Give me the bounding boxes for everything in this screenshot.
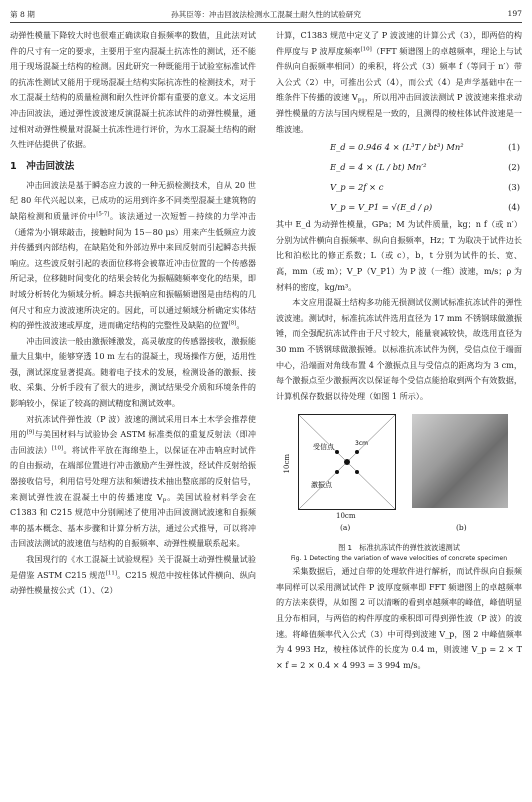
- section-heading: 1 冲击回波法: [10, 160, 75, 172]
- paragraph-excitation: 冲击回波法一般由激振锤激发，高灵敏度的传感器接收，激振能量大且集中，能够穿透 10 m 左右的混凝土，现场操作方便，适用性强，测试深度显著提高。随着电子技术的发展，检测设备的激振、接收、采集、分析手段有了很大的进步，测试结果受介质和环境条件的影响较小，保证了较高的测试精度和测试效率。: [10, 335, 256, 409]
- running-header: [10, 8, 522, 23]
- paragraph-test-method: 对抗冻试件弹性波（P 波）波速的测试采用日本土木学会推荐使用的[9]与美国材料与试验协会 ASTM 标准类似的重复反射法（即冲击回波法）[10]。将试件平放在海绵垫上，以保证在冲击响应时试件的自由振动，在端部位置进行冲击激励产生弹性波，经试件反射给振器接收信号，利用信号处理方法和频谱技术抽出整底部的反射信号，来测试弹性波在混凝土中的传播速度 $V_P$。美国试验材料学会在 C1383 和 C215 规范中分别阐述了使用冲击回波测试波速和自振频率的基本概念、基本步骤和计算分析方法，通过公式推导，可以将冲击回波法测试的波速值与结构的自振频率、动弹性模量联系起来。: [10, 413, 256, 549]
- equation-1: E_d = 0.946 4 × (L³T / bt³) Mn² (1): [330, 142, 520, 153]
- running-title: 孙其臣等：冲击回波法检测水工混凝土耐久性的试验研究: [171, 10, 361, 19]
- label-10cm-vertical: 10cm: [283, 454, 291, 474]
- citation: [11]: [105, 569, 117, 576]
- paragraph-impact-echo-intro: 冲击回波法是基于瞬态应力波的一种无损检测技术，自从 20 世纪 80 年代兴起以来，已成功的运用到许多不同类型混凝土建筑物的缺陷检测和质量评价中[5-7]。该法通过一次短暂－持续的力学冲击（通常为小钢球敲击，接触时间为 15－80 μs）用来产生低频应力波并传播到内部结构，在缺陷处和外部边界中来回反射而引起瞬态共振响应。这些波反射引起的表面位移将会被靠近冲击位置的一个传感器所记录，位移随时间变化的结果会转化为振幅随频率变化的结果，即时域分析转化为频域分析。瞬态共振响应和振幅频谱图是由结构的几何尺寸和应力波波速所决定的。因此，可以通过频域分析确定实体结构的弹性波波速或厚度，进而确定结构的完整性及缺陷的位置[8]。: [10, 179, 256, 331]
- intro-paragraph: 动弹性模量下降较大时也很难正确读取自振频率的数值，且此法对试件的尺寸有一定的要求，主要用于室内混凝土抗冻性的测试，还不能用于现场混凝土结构的检测。因此研究一种既能用于试验室标准试件的抗冻性测试又能用于现场混凝土结构实际抗冻性的检测技术，对于水工混凝土结构的质量检测和耐久性评价都有重要的意义。本文运用冲击回波法，通过弹性波波速反演混凝土抗冻试件的动弹性模量，通过相对动弹性模量对混凝土抗冻性进行评价，为水工混凝土结构的耐久性评估提供了依据。: [10, 30, 256, 150]
- right-column: [276, 28, 522, 673]
- equation-2: E_d = 4 × (L / bt) Mn′² (2): [330, 162, 520, 173]
- figure-1: [276, 408, 522, 542]
- excite-point-marker: [335, 450, 339, 454]
- paragraph-standard: 我国现行的《水工混凝土试验规程》关于混凝土动弹性模量试验是借鉴 ASTM C215 规范[11]。C215 规范中按柱体试件横向、纵向动弹性模量按公式（1）、（2）: [10, 554, 257, 596]
- subfigure-a-label: (a): [340, 523, 351, 533]
- paragraph-test-setup: 本文应用混凝土结构多功能无损测试仪测试标准抗冻试件的弹性波波速。测试时，标准抗冻试件选用直径为 17 mm 不锈钢球做激振锤，而全强配抗冻试件由于尺寸较大，能量衰减较快，故选用直径为 30 mm 不锈钢球做激振锤。以标准抗冻试件为例，受信点位于端面中心，沿端面对角线布置 4 个激振点且与受信点的距离均为 3 cm，每个激振点至少激振两次以保证每个受信点能拾取到两个有效数据，计算机保存数据以待处理（如图 1 所示）。: [276, 297, 522, 401]
- label-3cm: 3cm: [355, 440, 368, 448]
- specimen-photo: [412, 414, 508, 508]
- paragraph-formula-intro: 计算，C1383 规范中定义了 P 波波速的计算公式（3），即两倍的构件厚度与 P 波厚度频率[10]（FFT 频谱图上的卓越频率，理论上与试件纵向自振频率相同）的乘积，将公式（3）频率 f（等同于 n′）带入公式（2）中，可推出公式（4），而公式（4）是声学基础中在一维条件下传播的波速 $V_{P1}$，所以用冲击回波法测试 P 波波速来推求动弹性模量的方法与国内规程是一致的，且测得的棱柱体试件波速是一维波速。: [276, 30, 523, 134]
- paragraph-data-processing: 采集数据后，通过自带的处理软件进行解析，而试件纵向自振频率同样可以采用测试试件 P 波厚度频率即 FFT 频谱图上的卓越频率的方法来获得，从如图 2 可以清晰的看到卓越频率的峰值，峰值明显且分布相同，与两倍的构件厚度的乘积即可得到弹性波（P 波）的波速。将峰值频率代入公式（3）中可得到波速 V_p，图 2 中峰值频率为 4 993 Hz，棱柱体试件的长度为 0.4 m，则波速 V_p = 2 × T × f = 2 × 0.4 × 4 993 = 3 994 m/s。: [276, 566, 522, 670]
- subfigure-b-label: (b): [456, 523, 467, 533]
- specimen-diagram-svg: [299, 415, 395, 509]
- citation: [10]: [360, 45, 372, 52]
- citation: [10]: [51, 445, 64, 452]
- excite-point-marker: [335, 470, 339, 474]
- page-number: 197: [507, 9, 522, 18]
- figure-caption-cn: 图 1 标准抗冻试件的弹性波波速测试: [338, 543, 460, 553]
- equation-3: V_p = 2f × c (3): [330, 182, 520, 193]
- paragraph-symbols: 其中 E_d 为动弹性模量，GPa；M 为试件质量，kg；n f（或 n′）分别为试件横向自振频率、纵向自振频率，Hz；T 为取决于试件边长比和泊松比的修正系数；L（或 c），b，t 分别为试件的长、宽、高，mm（或 m）；V_P（V_P1）为 P 波（一维）波速，m/s；ρ 为材料的密度，kg/m³。: [276, 219, 522, 292]
- label-10cm-horizontal: 10cm: [336, 512, 356, 521]
- excite-point-marker: [355, 450, 359, 454]
- citation: [5-7]: [96, 211, 110, 218]
- citation: [9]: [26, 429, 35, 436]
- left-column: [10, 28, 256, 599]
- label-excite: 激振点: [311, 481, 332, 490]
- excite-point-marker: [355, 470, 359, 474]
- figure-caption-en: Fig. 1 Detecting the variation of wave velocities of concrete specimen: [290, 555, 508, 563]
- receive-point-marker: [344, 459, 350, 465]
- issue-number: 第 8 期: [10, 10, 35, 19]
- label-receive: 受信点: [313, 443, 334, 452]
- citation: [8]: [228, 320, 237, 327]
- equation-4: V_p = V_P1 = √(E_d / ρ) (4): [330, 202, 520, 213]
- specimen-diagram: [298, 414, 396, 510]
